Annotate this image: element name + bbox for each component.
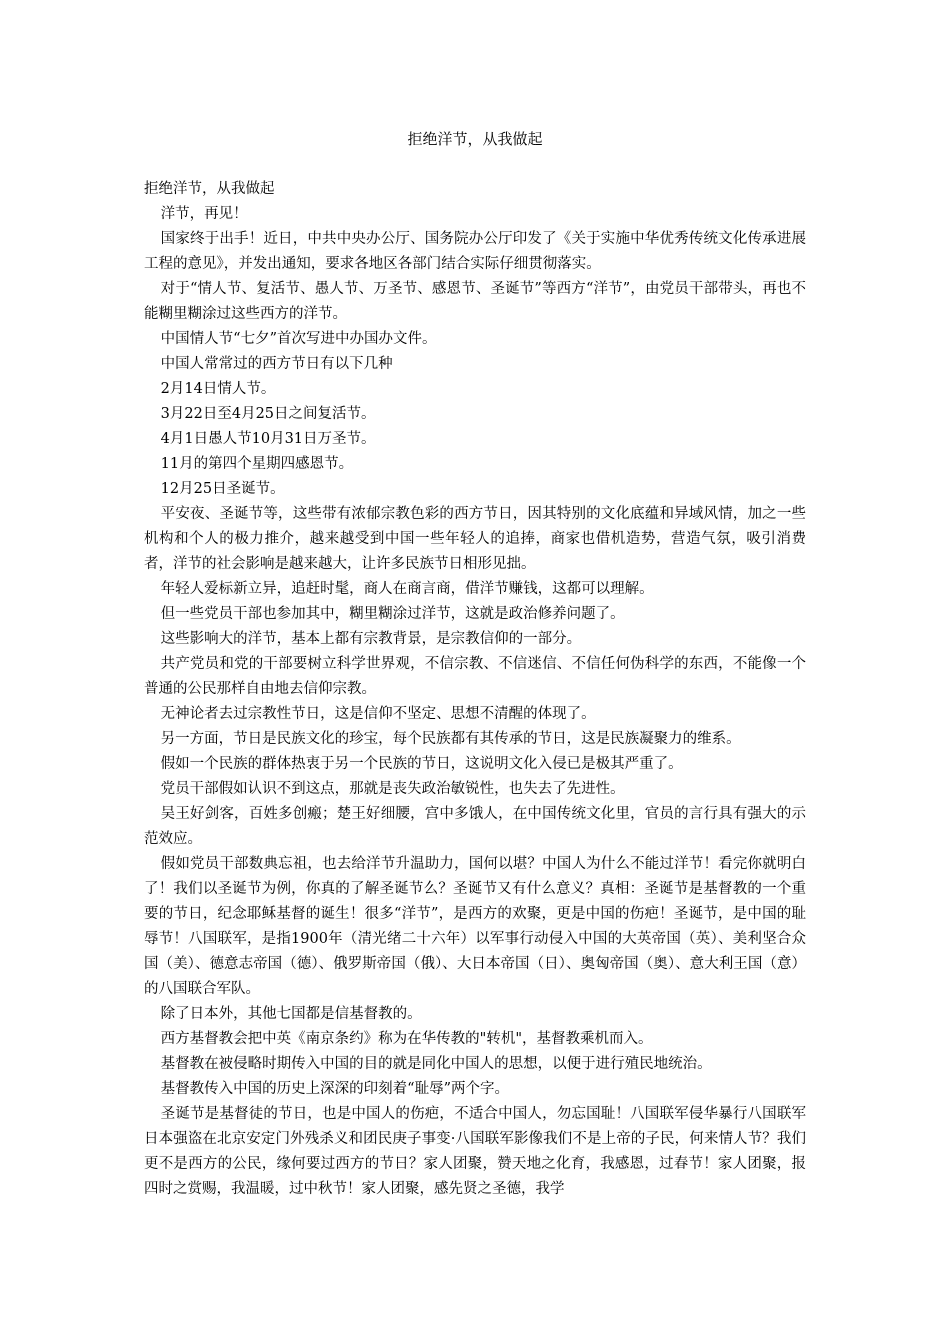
paragraph: 12月25日圣诞节。	[160, 481, 285, 497]
paragraph: 平安夜、圣诞节等，这些带有浓郁宗教色彩的西方节日，因其特别的文化底蕴和异域风情，加之一些机构和个人的极力推介，越来越受到中国一些年轻人的追捧，商家也借机造势，营造气氛，吸引消费者，洋节的社会影响是越来越大，让许多民族节日相形见拙。	[144, 506, 806, 572]
paragraph: 基督教在被侵略时期传入中国的目的就是同化中国人的思想，以便于进行殖民地统治。	[160, 1056, 712, 1072]
paragraph: 拒绝洋节，从我做起	[144, 181, 275, 197]
paragraph: 这些影响大的洋节，基本上都有宗教背景，是宗教信仰的一部分。	[160, 631, 582, 647]
paragraph: 西方基督教会把中英《南京条约》称为在华传教的"转机"，基督教乘机而入。	[160, 1031, 653, 1047]
paragraph: 洋节，再见！	[160, 206, 248, 222]
paragraph: 2月14日情人节。	[160, 381, 276, 397]
paragraph: 中国人常常过的西方节日有以下几种	[160, 356, 393, 372]
paragraph: 假如一个民族的群体热衷于另一个民族的节日，这说明文化入侵已是极其严重了。	[160, 756, 683, 772]
paragraph: 国家终于出手！近日，中共中央办公厅、国务院办公厅印发了《关于实施中华优秀传统文化传承进展工程的意见》，并发出通知，要求各地区各部门结合实际仔细贯彻落实。	[144, 231, 806, 272]
paragraph: 假如党员干部数典忘祖，也去给洋节升温助力，国何以堪？中国人为什么不能过洋节！看完你就明白了！我们以圣诞节为例，你真的了解圣诞节么？圣诞节又有什么意义？真相：圣诞节是基督教的一个重要的节日，纪念耶稣基督的诞生！很多“洋节”，是西方的欢聚，更是中国的伤疤！圣诞节，是中国的耻辱节！八国联军，是指1900年（清光绪二十六年）以军事行动侵入中国的大英帝国（英）、美利坚合众国（美）、德意志帝国（德）、俄罗斯帝国（俄）、大日本帝国（日）、奥匈帝国（奥）、意大利王国（意）的八国联合军队。	[144, 856, 806, 997]
paragraph: 吴王好剑客，百姓多创瘢；楚王好细腰，宫中多饿人，在中国传统文化里，官员的言行具有强大的示范效应。	[144, 806, 806, 847]
paragraph: 中国情人节“七夕”首次写进中办国办文件。	[160, 331, 437, 347]
paragraph: 年轻人爱标新立异，追赶时髦，商人在商言商，借洋节赚钱，这都可以理解。	[160, 581, 654, 597]
document-title: 拒绝洋节，从我做起	[407, 130, 543, 148]
paragraph: 11月的第四个星期四感恩节。	[160, 456, 354, 472]
paragraph: 共产党员和党的干部要树立科学世界观，不信宗教、不信迷信、不信任何伪科学的东西，不能像一个普通的公民那样自由地去信仰宗教。	[144, 656, 806, 697]
paragraph: 无神论者去过宗教性节日，这是信仰不坚定、思想不清醒的体现了。	[160, 706, 596, 722]
paragraph: 圣诞节是基督徒的节日，也是中国人的伤疤，不适合中国人，勿忘国耻！八国联军侵华暴行八国联军日本强盗在北京安定门外残杀义和团民庚子事变·八国联军影像我们不是上帝的子民，何来情人节？我们更不是西方的公民，缘何要过西方的节日？家人团聚，赞天地之化育，我感恩，过春节！家人团聚，报四时之赏赐，我温暖，过中秋节！家人团聚，感先贤之圣德，我学	[144, 1106, 806, 1197]
paragraph: 但一些党员干部也参加其中，糊里糊涂过洋节，这就是政治修养问题了。	[160, 606, 625, 622]
paragraph: 除了日本外，其他七国都是信基督教的。	[160, 1006, 422, 1022]
paragraph: 对于“情人节、复活节、愚人节、万圣节、感恩节、圣诞节”等西方“洋节”，由党员干部带头，再也不能糊里糊涂过这些西方的洋节。	[144, 281, 806, 322]
paragraph: 基督教传入中国的历史上深深的印刻着“耻辱”两个字。	[160, 1081, 509, 1097]
document-body	[144, 177, 806, 1202]
paragraph: 4月1日愚人节10月31日万圣节。	[160, 431, 376, 447]
paragraph: 3月22日至4月25日之间复活节。	[160, 406, 376, 422]
paragraph: 党员干部假如认识不到这点，那就是丧失政治敏锐性，也失去了先进性。	[160, 781, 625, 797]
paragraph: 另一方面，节日是民族文化的珍宝，每个民族都有其传承的节日，这是民族凝聚力的维系。	[160, 731, 741, 747]
